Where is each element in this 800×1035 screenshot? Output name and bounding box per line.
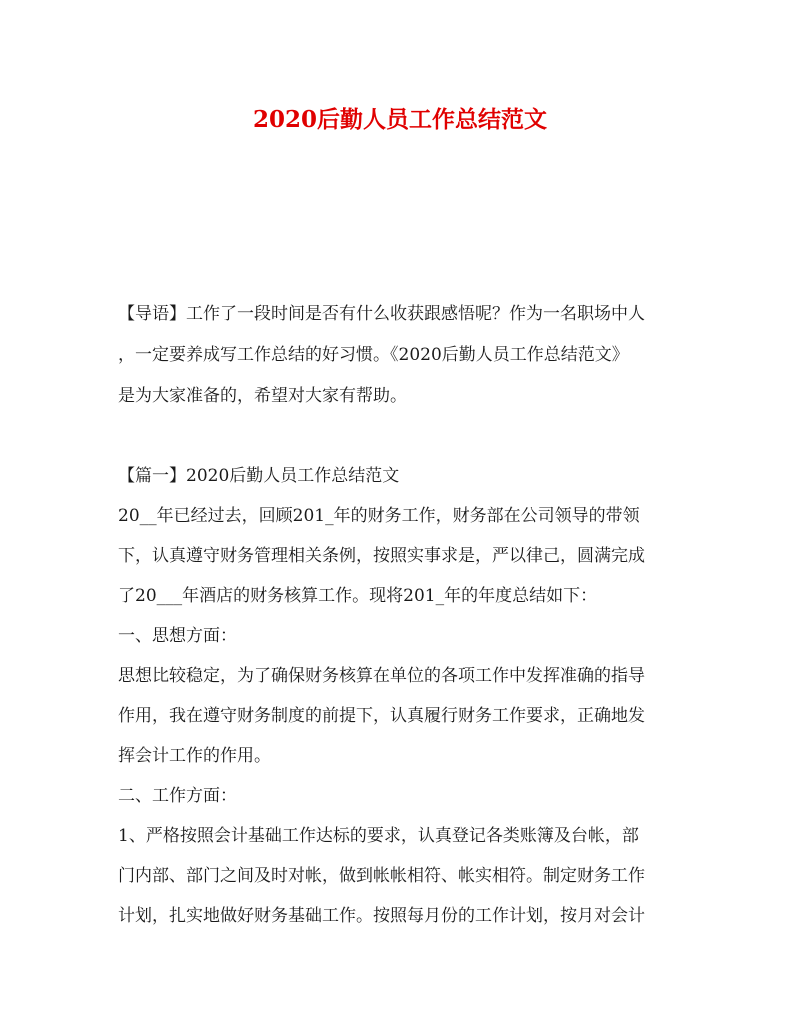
intro-line: 【导语】工作了一段时间是否有什么收获跟感悟呢？作为一名职场中人 [118, 304, 645, 324]
body-line: 计划，扎实地做好财务基础工作。按照每月份的工作计划，按月对会计 [118, 906, 645, 926]
subheading-work: 二、工作方面： [118, 786, 237, 806]
subheading-thought: 一、思想方面： [118, 626, 237, 646]
document-title: 2020后勤人员工作总结范文 [252, 106, 547, 133]
body-line: 思想比较稳定，为了确保财务核算在单位的各项工作中发挥准确的指导 [118, 666, 645, 686]
body-line: 了20___年酒店的财务核算工作。现将201_年的年度总结如下： [118, 586, 598, 606]
intro-line: ，一定要养成写工作总结的好习惯。《2020后勤人员工作总结范文》 [118, 345, 629, 365]
body-text [118, 460, 688, 940]
intro-paragraph [118, 298, 688, 421]
body-line: 下，认真遵守财务管理相关条例，按照实事求是，严以律己，圆满完成 [118, 546, 645, 566]
body-line: 门内部、部门之间及时对帐，做到帐帐相符、帐实相符。制定财务工作 [118, 866, 645, 886]
section-heading: 【篇一】2020后勤人员工作总结范文 [118, 466, 400, 486]
body-line: 20__年已经过去，回顾201_年的财务工作，财务部在公司领导的带领 [118, 506, 640, 526]
body-line: 挥会计工作的作用。 [118, 746, 271, 766]
body-line: 1、严格按照会计基础工作达标的要求，认真登记各类账簿及台帐，部 [118, 826, 639, 846]
body-line: 作用，我在遵守财务制度的前提下，认真履行财务工作要求，正确地发 [118, 706, 645, 726]
intro-line: 是为大家准备的，希望对大家有帮助。 [118, 386, 407, 406]
